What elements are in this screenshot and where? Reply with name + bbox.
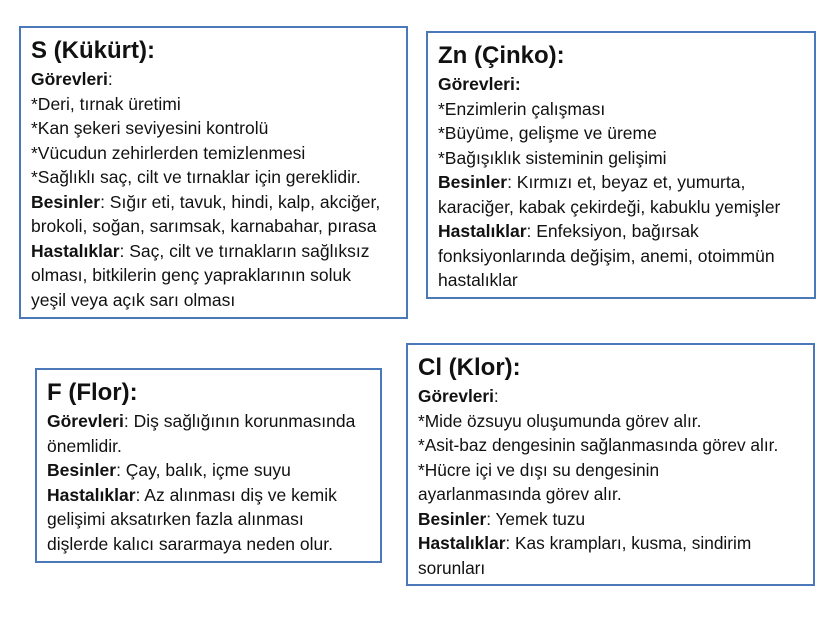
foods-label: Besinler <box>418 508 487 529</box>
diseases-text: : Enfeksiyon, bağırsak <box>526 221 699 241</box>
duties-text: : Diş sağlığının korunmasında <box>123 411 356 431</box>
zinc-card <box>426 31 816 299</box>
foods-text: : Sığır eti, tavuk, hindi, kalp, akciğer, <box>100 191 381 212</box>
diseases-label: Hastalıklar <box>438 221 527 241</box>
chlorine-card <box>406 343 815 586</box>
zinc-diseases-cont: hastalıklar <box>438 270 518 290</box>
fluorine-diseases-cont: gelişimi aksatırken fazla alınması <box>47 509 304 529</box>
foods-label: Besinler <box>47 460 117 480</box>
fluorine-card <box>35 368 382 563</box>
sulfur-title: S (Kükürt): <box>31 37 155 64</box>
sulfur-diseases-cont: yeşil veya açık sarı olması <box>31 289 236 310</box>
foods-text: : Yemek tuzu <box>486 508 586 529</box>
chlorine-duty-item: *Asit-baz dengesinin sağlanmasında görev alır. <box>418 435 779 455</box>
fluorine-diseases-cont: dişlerde kalıcı sararmaya neden olur. <box>47 533 333 554</box>
duties-label: Görevleri <box>31 69 108 89</box>
diseases-text: : Kas krampları, kusma, sindirim <box>505 533 752 553</box>
sulfur-duties-heading <box>31 67 396 92</box>
zinc-duty-item: *Büyüme, gelişme ve üreme <box>438 123 657 143</box>
zinc-duty-item: *Bağışıklık sisteminin gelişimi <box>438 147 667 168</box>
chlorine-duty-item: ayarlanmasında görev alır. <box>418 484 622 504</box>
sulfur-duty-item: *Kan şekeri seviyesini kontrolü <box>31 118 269 138</box>
fluorine-foods <box>47 458 370 483</box>
foods-text: : Kırmızı et, beyaz et, yumurta, <box>507 172 746 192</box>
diseases-text: : Az alınması diş ve kemik <box>135 484 337 505</box>
chlorine-title: Cl (Klor): <box>418 354 521 381</box>
diseases-label: Hastalıklar <box>31 240 120 261</box>
zinc-foods-cont: karaciğer, kabak çekirdeği, kabuklu yemişler <box>438 196 781 217</box>
zinc-foods <box>438 170 804 195</box>
fluorine-diseases <box>47 483 370 508</box>
chlorine-duty-item: *Hücre içi ve dışı su dengesinin <box>418 459 660 480</box>
sulfur-duty-item: *Deri, tırnak üretimi <box>31 93 181 114</box>
chlorine-duty-item: *Mide özsuyu oluşumunda görev alır. <box>418 410 702 431</box>
foods-label: Besinler <box>31 191 101 212</box>
diseases-text: : Saç, cilt ve tırnakların sağlıksız <box>119 240 370 261</box>
fluorine-duties-cont: önemlidir. <box>47 435 122 456</box>
duties-label: Görevleri <box>418 386 494 406</box>
sulfur-foods <box>31 190 396 215</box>
sulfur-card <box>19 26 408 319</box>
sulfur-foods-cont: brokoli, soğan, sarımsak, karnabahar, pırasa <box>31 216 377 236</box>
zinc-diseases <box>438 219 804 244</box>
diseases-label: Hastalıklar <box>47 484 136 505</box>
foods-text: : Çay, balık, içme suyu <box>116 460 291 480</box>
diseases-label: Hastalıklar <box>418 533 506 553</box>
chlorine-duties-heading <box>418 384 803 409</box>
chlorine-diseases-cont: sorunları <box>418 557 486 578</box>
sulfur-diseases-cont: olması, bitkilerin genç yapraklarının soluk <box>31 265 352 285</box>
foods-label: Besinler <box>438 172 508 192</box>
chlorine-foods <box>418 507 803 532</box>
duties-label: Görevleri <box>47 411 124 431</box>
zinc-diseases-cont: fonksiyonlarında değişim, anemi, otoimmün <box>438 245 775 266</box>
duties-label: Görevleri: <box>438 74 521 94</box>
chlorine-diseases <box>418 531 803 556</box>
zinc-title: Zn (Çinko): <box>438 42 565 69</box>
duties-colon: : <box>493 386 499 406</box>
zinc-duties-heading <box>438 72 804 97</box>
sulfur-duty-item: *Vücudun zehirlerden temizlenmesi <box>31 142 306 163</box>
sulfur-duty-item: *Sağlıklı saç, cilt ve tırnaklar için gereklidir. <box>31 167 361 187</box>
fluorine-title: F (Flor): <box>47 379 138 406</box>
zinc-duty-item: *Enzimlerin çalışması <box>438 98 606 119</box>
duties-colon: : <box>107 69 113 89</box>
sulfur-diseases <box>31 239 396 264</box>
fluorine-duties <box>47 409 370 434</box>
